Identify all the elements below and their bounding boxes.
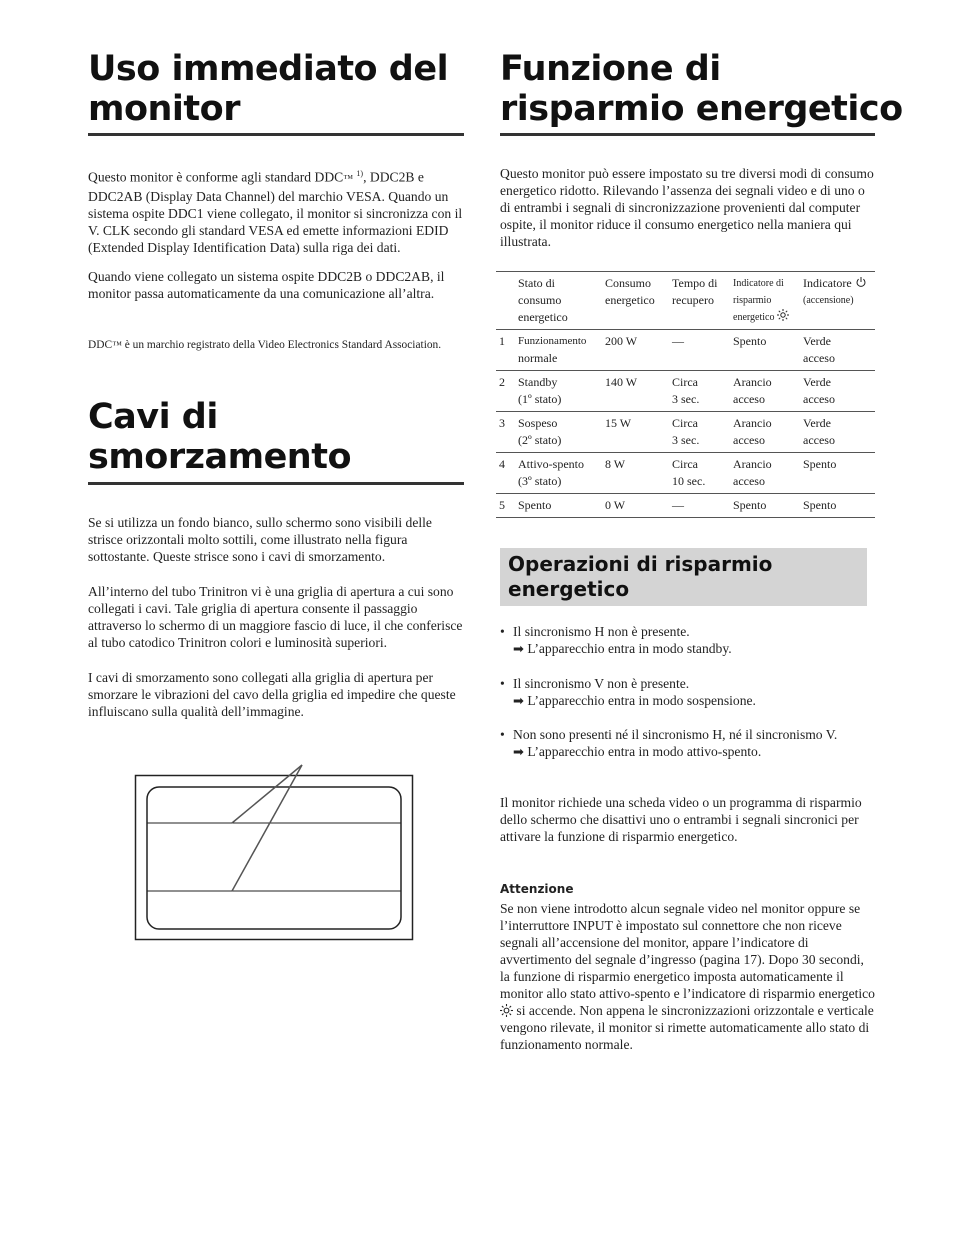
- table-row: [496, 330, 875, 371]
- table-cell: 5: [499, 498, 505, 512]
- table-cell: —: [672, 334, 684, 348]
- leader-line-lower: [232, 765, 302, 891]
- title-rule: [88, 482, 464, 485]
- table-cell: Spento: [733, 498, 767, 512]
- header-indicatore-accensione: Indicatore (accensione): [800, 272, 875, 330]
- result-line: ➡ L’apparecchio entra in modo sospensione.: [513, 693, 756, 709]
- header-consumo: Consumo energetico: [605, 276, 655, 307]
- table-cell: Spento: [803, 498, 837, 512]
- table-cell: 8 W: [605, 457, 626, 471]
- table-cell: 15 W: [605, 416, 632, 430]
- result-line: ➡ L’apparecchio entra in modo attivo-spento.: [513, 744, 762, 760]
- table-cell: Circa 3 sec.: [672, 375, 700, 406]
- table-cell: Arancio acceso: [733, 457, 772, 488]
- list-item: [500, 675, 872, 710]
- table-cell: Arancio acceso: [733, 375, 772, 406]
- table-cell: 4: [499, 457, 505, 471]
- page-title-uso: Uso immediato del monitor: [88, 49, 449, 129]
- table-cell: Circa 3 sec.: [672, 416, 700, 447]
- attention-heading: Attenzione: [500, 882, 574, 896]
- list-item: [500, 623, 872, 658]
- condition-text: Il sincronismo H non è presente.: [513, 624, 690, 639]
- page-title-risparmio: Funzione di risparmio energetico: [500, 49, 903, 129]
- cavi-paragraph-1: Se si utilizza un fondo bianco, sullo schermo sono visibili delle strisce orizzontali molto sottili, come illustrato nella figura sottostante. Queste strisce sono i cavi di smorzamento.: [88, 515, 432, 564]
- table-cell: Sospeso (2º stato): [518, 416, 562, 447]
- header-indicatore-risparmio: Indicatore di risparmio energetico: [730, 272, 800, 330]
- subsection-heading: Operazioni di risparmio energetico: [500, 548, 867, 606]
- result-line: ➡ L’apparecchio entra in modo standby.: [513, 641, 732, 657]
- table-cell: Attivo-spento (3º stato): [518, 457, 584, 488]
- power-icon: [855, 276, 867, 288]
- table-row: [496, 494, 875, 518]
- header-stato: Stato di consumo energetico: [518, 276, 568, 324]
- header-tempo: Tempo di recupero: [672, 276, 718, 307]
- table-row: [496, 371, 875, 412]
- arrow-right-icon: ➡: [513, 694, 524, 709]
- intro-paragraph-2: Quando viene collegato un sistema ospite DDC2B o DDC2AB, il monitor passa automaticamente da una comunicazione all’altra.: [88, 269, 445, 301]
- title-rule: [500, 133, 875, 136]
- table-cell: 1: [499, 334, 505, 348]
- bullet: •: [500, 727, 505, 742]
- monitor-frame: [136, 776, 413, 940]
- cavi-paragraph-2: All’interno del tubo Trinitron vi è una griglia di apertura a cui sono collegati i cavi. Tale griglia di apertura consente il passaggio attraverso lo schermo di un maggiore fascio di luce, il che conferisce al tubo catodico Trinitron colori e luminosità superiori.: [88, 584, 463, 650]
- table-cell: —: [672, 498, 684, 512]
- attention-paragraph: Se non viene introdotto alcun segnale video nel monitor oppure se l’interruttore INPUT è impostato sul connettore che non riceve segnali all’accensione del monitor, appare l’indicatore di avvertimento del segnale d’ingresso (pagina 17). Dopo 30 secondi, la funzione di risparmio energetico imposta automaticamente il monitor allo stato attivo-spento e l’indicatore di risparmio energetico si accende. Non appena le sincronizzazioni orizzontale e verticale vengono rilevate, il monitor si rimette automaticamente allo stato di funzionamento normale.: [500, 901, 875, 1052]
- arrow-right-icon: ➡: [513, 745, 524, 760]
- table-header-row: [496, 272, 875, 330]
- table-cell: 140 W: [605, 375, 638, 389]
- section-title-cavi: Cavi di smorzamento: [88, 397, 351, 477]
- power-modes-table: [496, 271, 875, 518]
- cavi-paragraph-3: I cavi di smorzamento sono collegati alla griglia di apertura per smorzare le vibrazioni del cavo della griglia ed impedire che queste influiscano sulla qualità dell’immagine.: [88, 670, 456, 719]
- trademark-note: DDC™ è un marchio registrato della Video Electronics Standard Association.: [88, 339, 442, 351]
- sun-icon: [777, 309, 789, 321]
- damper-wire-figure: [134, 760, 414, 942]
- table-cell: Verde acceso: [803, 416, 835, 447]
- table-cell: Verde acceso: [803, 334, 835, 365]
- table-cell: Funzionamento normale: [518, 335, 587, 365]
- bullet: •: [500, 624, 505, 639]
- table-cell: Standby (1º stato): [518, 375, 562, 406]
- table-cell: Verde acceso: [803, 375, 835, 406]
- arrow-right-icon: ➡: [513, 642, 524, 657]
- table-cell: Arancio acceso: [733, 416, 772, 447]
- table-cell: 2: [499, 375, 505, 389]
- table-cell: 3: [499, 416, 505, 430]
- title-rule: [88, 133, 464, 136]
- sun-icon: [500, 1004, 513, 1017]
- table-cell: Spento: [803, 457, 837, 471]
- table-cell: Circa 10 sec.: [672, 457, 706, 488]
- table-row: [496, 412, 875, 453]
- table-cell: 0 W: [605, 498, 626, 512]
- table-cell: 200 W: [605, 334, 638, 348]
- note-paragraph: Il monitor richiede una scheda video o un programma di risparmio dello schermo che disattivi uno o entrambi i segnali sincronici per attivare la funzione di risparmio energetico.: [500, 795, 862, 844]
- risparmio-intro: Questo monitor può essere impostato su tre diversi modi di consumo energetico ridotto. Rilevando l’assenza dei segnali video e di uno o di entrambi i segnali di sincronizzazione provenienti dal computer ospite, il monitor riduce il consumo energetico nella maniera qui illustrata.: [500, 166, 874, 249]
- table-cell: Spento: [733, 334, 767, 348]
- screen-outline: [147, 787, 401, 929]
- condition-text: Il sincronismo V non è presente.: [513, 676, 690, 691]
- list-item: [500, 726, 872, 761]
- table-cell: Spento: [518, 498, 552, 512]
- bullet: •: [500, 676, 505, 691]
- condition-text: Non sono presenti né il sincronismo H, né il sincronismo V.: [513, 727, 838, 742]
- leader-line-upper: [232, 765, 302, 823]
- table-row: [496, 453, 875, 494]
- intro-paragraph: Questo monitor è conforme agli standard DDC™ $^{1)}$, DDC2B e DDC2AB (Display Data Channel) del marchio VESA. Quando un sistema ospite DDC1 viene collegato, il monitor si sincronizza con il V. CLK secondo gli standard VESA ed emette informazioni EDID (Extended Display Identification Data) sulla riga dei dati.: [88, 169, 463, 255]
